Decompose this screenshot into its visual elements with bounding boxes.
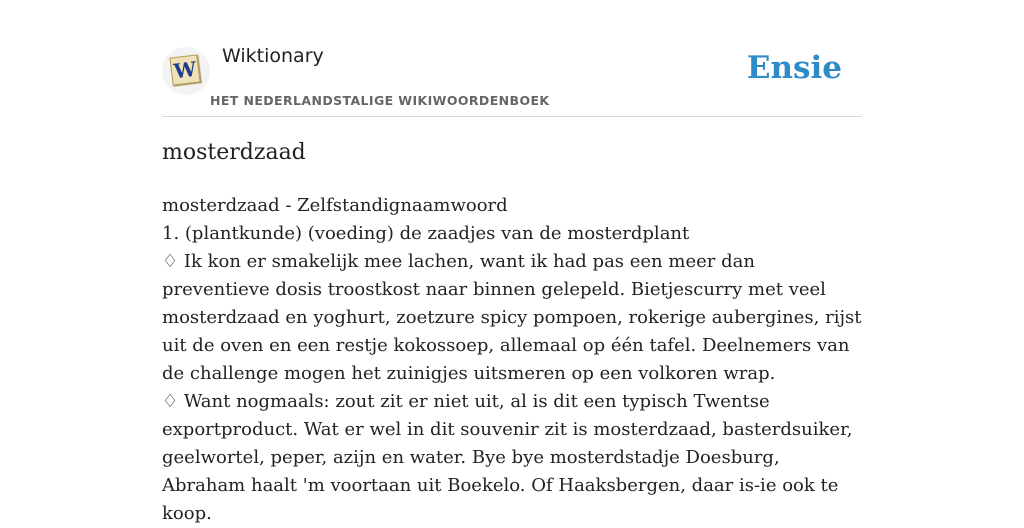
logo-tile-icon [169, 54, 200, 85]
page-title: mosterdzaad [162, 140, 306, 165]
word-type-line: mosterdzaad - Zelfstandignaamwoord [162, 195, 508, 216]
wiktionary-logo[interactable] [162, 47, 210, 95]
entry-content [162, 192, 862, 528]
site-subtitle: HET NEDERLANDSTALIGE WIKIWOORDENBOEK [210, 93, 550, 108]
example-sentence: ♢ Want nogmaals: zout zit er niet uit, al is dit een typisch Twentse exportproduct. Wat er wel in dit souvenir zit is mosterdzaad, basterdsuiker, geelwortel, peper, azijn en water. Bye bye mosterdstadje Doesburg, Abraham haalt 'm voortaan uit Boekelo. Of Haaksbergen, daar is-ie ook te koop. [162, 391, 853, 524]
definition-line: 1. (plantkunde) (voeding) de zaadjes van de mosterdplant [162, 223, 690, 244]
example-sentence: ♢ Ik kon er smakelijk mee lachen, want ik had pas een meer dan preventieve dosis troostkost naar binnen gelepeld. Bietjescurry met veel mosterdzaad en yoghurt, zoetzure spicy pompoen, rokerige aubergines, rijst uit de oven en een restje kokossoep, allemaal op één tafel. Deelnemers van de challenge mogen het zuinigjes uitsmeren op een volkoren wrap. [162, 251, 862, 384]
site-header [162, 40, 862, 117]
ensie-brand-logo[interactable]: Ensie [746, 50, 842, 86]
site-title[interactable]: Wiktionary [222, 45, 324, 67]
logo-letter: W [172, 56, 198, 84]
